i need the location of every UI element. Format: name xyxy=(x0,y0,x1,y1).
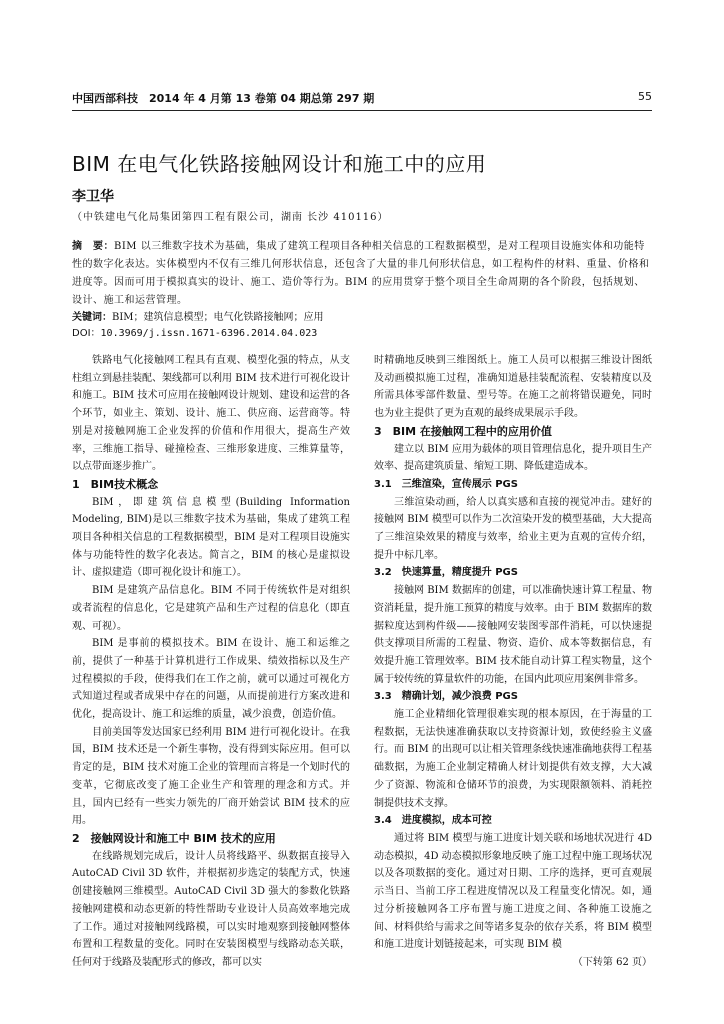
section-heading-1: 1 BIM技术概念 xyxy=(72,477,159,491)
paragraph: 通过将 BIM 模型与施工进度计划关联和场地状况进行 4D 动态模拟，4D 动态模拟形象地反映了施工过程中施工现场状况以及各项数据的变化。通过对日期、工序的选择，更可直观展示当日、当前工序工程进度情况以及工程量变化情况。如，通过分析接触网各工序布置与施工进度之间、各种施工设施之间、材料供给与需求之间等诸多复杂的依存关系，将 BIM 模型和施工进度计划链接起来，可实现 BIM 模 xyxy=(374,832,652,951)
subsection-heading-3-4: 3.4 进度模拟，成本可控 xyxy=(374,815,492,827)
page-number: 55 xyxy=(638,90,652,103)
right-column xyxy=(374,352,652,972)
author-name: 李卫华 xyxy=(72,189,114,205)
paragraph: 目前美国等发达国家已经利用 BIM 进行可视化设计。在我国，BIM 技术还是一个新生事物，没有得到实际应用。但可以肯定的是，BIM 技术对施工企业的管理而言将是一个划时代的变革，它彻底改变了施工企业生产和管理的理念和方式。并且，国内已经有一些实力领先的厂商开始尝试 BIM 技术的应用。 xyxy=(72,726,350,827)
author-affiliation: （中铁建电气化局集团第四工程有限公司，湖南 长沙 410116） xyxy=(72,212,389,223)
abstract-text: BIM 以三维数字技术为基础，集成了建筑工程项目各种相关信息的工程数据模型，是对工程项目设施实体和功能特性的数字化表达。实体模型内不仅有三维几何形状信息，还包含了大量的非几何形状信息，如工程构件的材料、重量、价格和进度等。因而可用于模拟真实的设计、施工、造价等行为。BIM 的应用贯穿于整个项目全生命周期的各个阶段，包括规划、设计、施工和运营管理。 xyxy=(72,241,650,306)
abstract xyxy=(72,238,652,310)
paragraph: BIM 是事前的模拟技术。BIM 在设计、施工和运维之前，提供了一种基于计算机进行工作成果、绩效指标以及生产过程模拟的手段，使得我们在工作之前，就可以通过可视化方式知道过程或者成果中存在的问题，从而提前进行方案改进和优化，提高设计、施工和运维的质量，减少浪费，创造价值。 xyxy=(72,638,350,721)
paragraph: 建立以 BIM 应用为载体的项目管理信息化，提升项目生产效率、提高建筑质量、缩短工期、降低建造成本。 xyxy=(374,443,652,473)
article-title: BIM 在电气化铁路接触网设计和施工中的应用 xyxy=(72,152,487,176)
doi-link[interactable]: 10.3969/j.issn.1671-6396.2014.04.023 xyxy=(100,328,318,339)
section-heading-3: 3 BIM 在接触网工程中的应用价值 xyxy=(374,424,552,438)
subsection-heading-3-2: 3.2 快速算量，精度提升 PGS xyxy=(374,567,518,579)
paragraph: 在线路规划完成后，设计人员将线路平、纵数据直接导入 AutoCAD Civil 3D 软件，并根据初步选定的装配方式，快速创建接触网三维模型。AutoCAD Civil 3D 强大的参数化铁路接触网建模和动态更新的特性帮助专业设计人员高效率地完成了工作。通过对接触网线路模，可以实时地观察到接触网整体布置和工程数量的变化。同时在安装图模型与线路动态关联，任何对于线路及装配形式的修改，都可以实 xyxy=(72,850,350,968)
doi-label: DOI： xyxy=(72,328,101,339)
doi xyxy=(72,326,652,342)
continued-note: （下转第 62 页） xyxy=(572,956,652,968)
keywords xyxy=(72,310,652,326)
running-header xyxy=(72,90,652,108)
paragraph: BIM 是建筑产品信息化。BIM 不同于传统软件是对组织或者流程的信息化，它是建筑产品和生产过程的信息化（即直观、可视）。 xyxy=(72,585,350,632)
keywords-label: 关键词： xyxy=(72,312,112,323)
journal-info: 中国西部科技 2014 年 4 月第 13 卷第 04 期总第 297 期 xyxy=(72,92,375,105)
header-rule xyxy=(72,110,652,111)
subsection-heading-3-3: 3.3 精确计划，减少浪费 PGS xyxy=(374,691,518,703)
paragraph: BIM，即建筑信息模型(Building Information Modeling, BIM)是以三维数字技术为基础，集成了建筑工程项目各种相关信息的工程数据模型，BIM 是对工程项目设施实体与功能特性的数字化表达。简言之，BIM 的核心是虚拟设计、虚拟建造（即可视化设计和施工）。 xyxy=(72,496,350,579)
subsection-heading-3-1: 3.1 三维渲染，宣传展示 PGS xyxy=(374,478,518,490)
paragraph: 铁路电气化接触网工程具有直观、模型化强的特点，从支柱组立到悬挂装配、架线都可以利用 BIM 技术进行可视化设计和施工。BIM 技术可应用在接触网设计规划、建设和运营的各个环节，如业主、策划、设计、施工、供应商、运营商等。特别是对接触网施工企业发挥的价值和作用很大，提高生产效率，三维施工指导、碰撞检查、三维形象进度、三维算量等，以点带面逐步推广。 xyxy=(72,355,350,473)
keywords-text: BIM；建筑信息模型；电气化铁路接触网；应用 xyxy=(112,312,324,323)
paragraph: 接触网 BIM 数据库的创建，可以准确快速计算工程量、物资消耗量，提升施工预算的精度与效率。由于 BIM 数据库的数据粒度达到构件级——接触网安装图零部件消耗，可以快速提供支撑项目所需的工程量、物资、造价、成本等数据信息，有效提升施工管理效率。BIM 技术能自动计算工程实物量，这个属于较传统的算量软件的功能，在国内此项应用案例非常多。 xyxy=(374,585,652,685)
left-column xyxy=(72,352,350,972)
section-heading-2: 2 接触网设计和施工中 BIM 技术的应用 xyxy=(72,831,276,845)
abstract-label: 摘 要： xyxy=(72,241,114,252)
paragraph: 时精确地反映到三维图纸上。施工人员可以根据三维设计图纸及动画模拟施工过程，准确知道悬挂装配流程、安装精度以及所需具体零部件数量、型号等。在施工之前将错误避免，同时也为业主提供了更为直观的最终成果展示手段。 xyxy=(374,355,652,420)
paragraph: 施工企业精细化管理很难实现的根本原因，在于海量的工程数据，无法快速准确获取以支持资源计划，致使经验主义盛行。而 BIM 的出现可以让相关管理条线快速准确地获得工程基础数据，为施工企业制定精确人材计划提供有效支撑，大大减少了资源、物流和仓储环节的浪费，为实现限额领料、消耗控制提供技术支撑。 xyxy=(374,709,652,809)
paragraph: 三维渲染动画，给人以真实感和直接的视觉冲击。建好的接触网 BIM 模型可以作为二次渲染开发的模型基础，大大提高了三维渲染效果的精度与效率，给业主更为直观的宣传介绍，提升中标几率。 xyxy=(374,496,652,561)
